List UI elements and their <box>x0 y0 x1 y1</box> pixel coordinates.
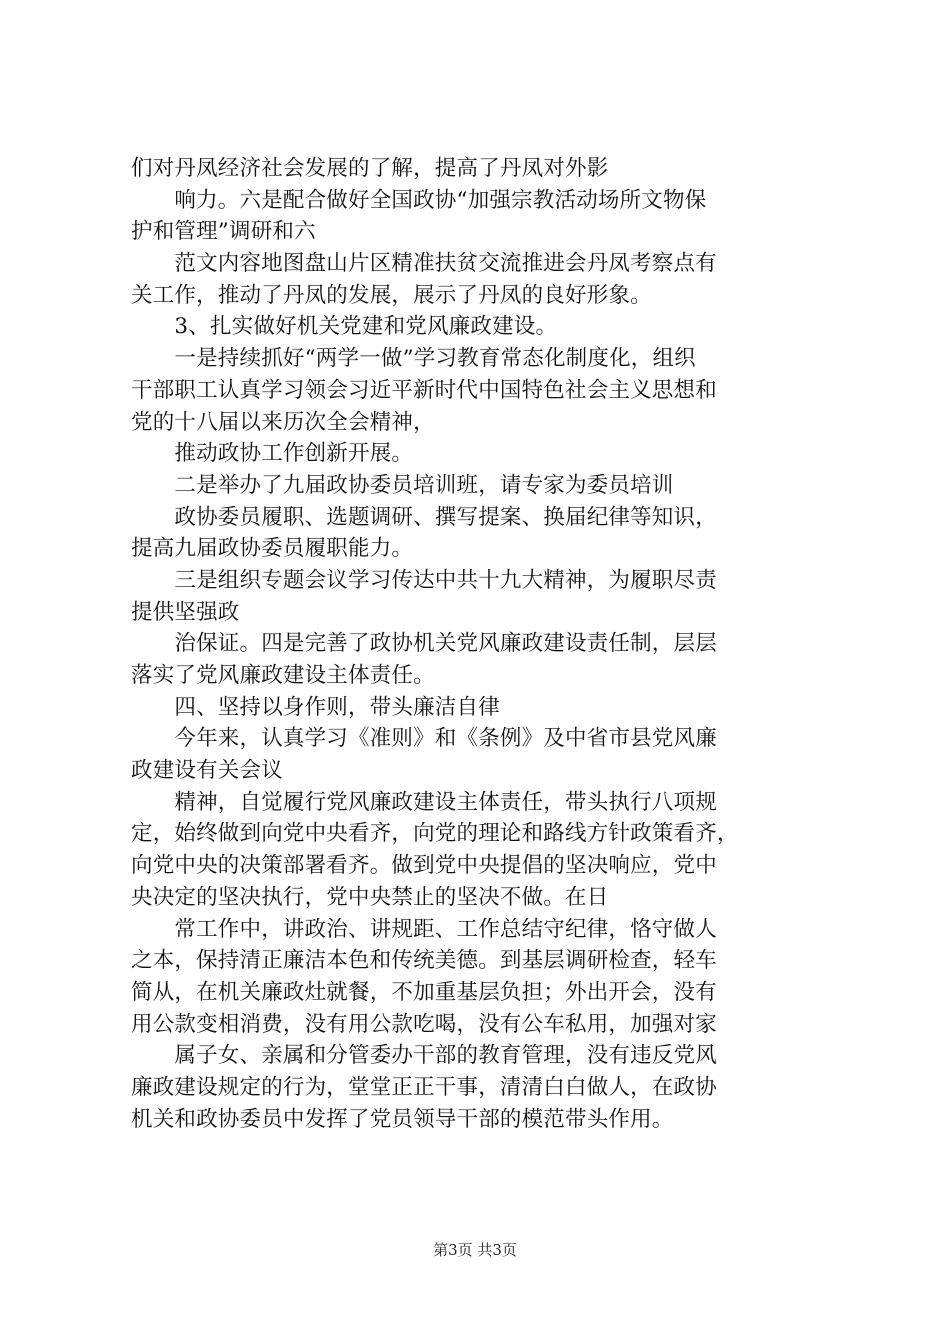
text-line: 们对丹凤经济社会发展的了解，提高了丹凤对外影 <box>131 156 609 181</box>
text-line: 常工作中，讲政治、讲规距、工作总结守纪律，恪守做人 <box>131 916 717 942</box>
page-footer: 第3页 共3页 <box>433 1241 517 1259</box>
text-line: 之本，保持清正廉洁本色和传统美德。到基层调研检查，轻车 <box>131 948 717 974</box>
text-line: 用公款变相消费，没有用公款吃喝，没有公车私用，加强对家 <box>131 1011 717 1037</box>
text-line: 政协委员履职、选题调研、撰写提案、换届纪律等知识， <box>131 504 717 530</box>
text-line: 3、扎实做好机关党建和党风廉政建设。 <box>131 314 558 340</box>
text-line: 三是组织专题会议学习传达中共十九大精神，为履职尽责 <box>131 567 717 593</box>
text-line: 范文内容地图盘山片区精准扶贫交流推进会丹凤考察点有 <box>131 251 717 277</box>
text-line: 简从，在机关廉政灶就餐，不加重基层负担；外出开会，没有 <box>131 979 717 1005</box>
text-line: 推动政协工作创新开展。 <box>131 441 414 467</box>
text-line: 向党中央的决策部署看齐。做到党中央提倡的坚决响应，党中 <box>131 853 717 879</box>
text-line: 政建设有关会议 <box>131 758 283 784</box>
text-line: 定，始终做到向党中央看齐，向党的理论和路线方针政策看齐， <box>131 821 739 847</box>
text-line: 治保证。四是完善了政协机关党风廉政建设责任制，层层 <box>131 631 717 657</box>
text-line: 央决定的坚决执行，党中央禁止的坚决不做。在日 <box>131 884 609 910</box>
text-line: 今年来，认真学习《准则》和《条例》及中省市县党风廉 <box>131 726 717 752</box>
text-line: 一是持续抓好“两学一做”学习教育常态化制度化，组织 <box>131 346 696 372</box>
text-line: 精神，自觉履行党风廉政建设主体责任，带头执行八项规 <box>131 789 717 815</box>
text-line: 属子女、亲属和分管委办干部的教育管理，没有违反党风 <box>131 1043 717 1069</box>
text-line: 落实了党风廉政建设主体责任。 <box>131 663 435 688</box>
text-line: 机关和政协委员中发挥了党员领导干部的模范带头作用。 <box>131 1106 674 1132</box>
text-line: 响力。六是配合做好全国政协“加强宗教活动场所文物保 <box>131 187 707 213</box>
text-line: 干部职工认真学习领会习近平新时代中国特色社会主义思想和 <box>131 377 717 403</box>
text-line: 二是举办了九届政协委员培训班，请专家为委员培训 <box>131 472 674 498</box>
text-line: 护和管理”调研和六 <box>131 219 316 245</box>
text-line: 提高九届政协委员履职能力。 <box>131 536 414 562</box>
text-line: 廉政建设规定的行为，堂堂正正干事，清清白白做人，在政协 <box>131 1074 717 1100</box>
body-text <box>131 153 841 1135</box>
text-line: 四、坚持以身作则，带头廉洁自律 <box>131 694 500 720</box>
text-line: 党的十八届以来历次全会精神， <box>131 409 435 435</box>
text-line: 关工作，推动了丹凤的发展，展示了丹凤的良好形象。 <box>131 282 652 308</box>
text-line: 提供坚强政 <box>131 599 240 625</box>
